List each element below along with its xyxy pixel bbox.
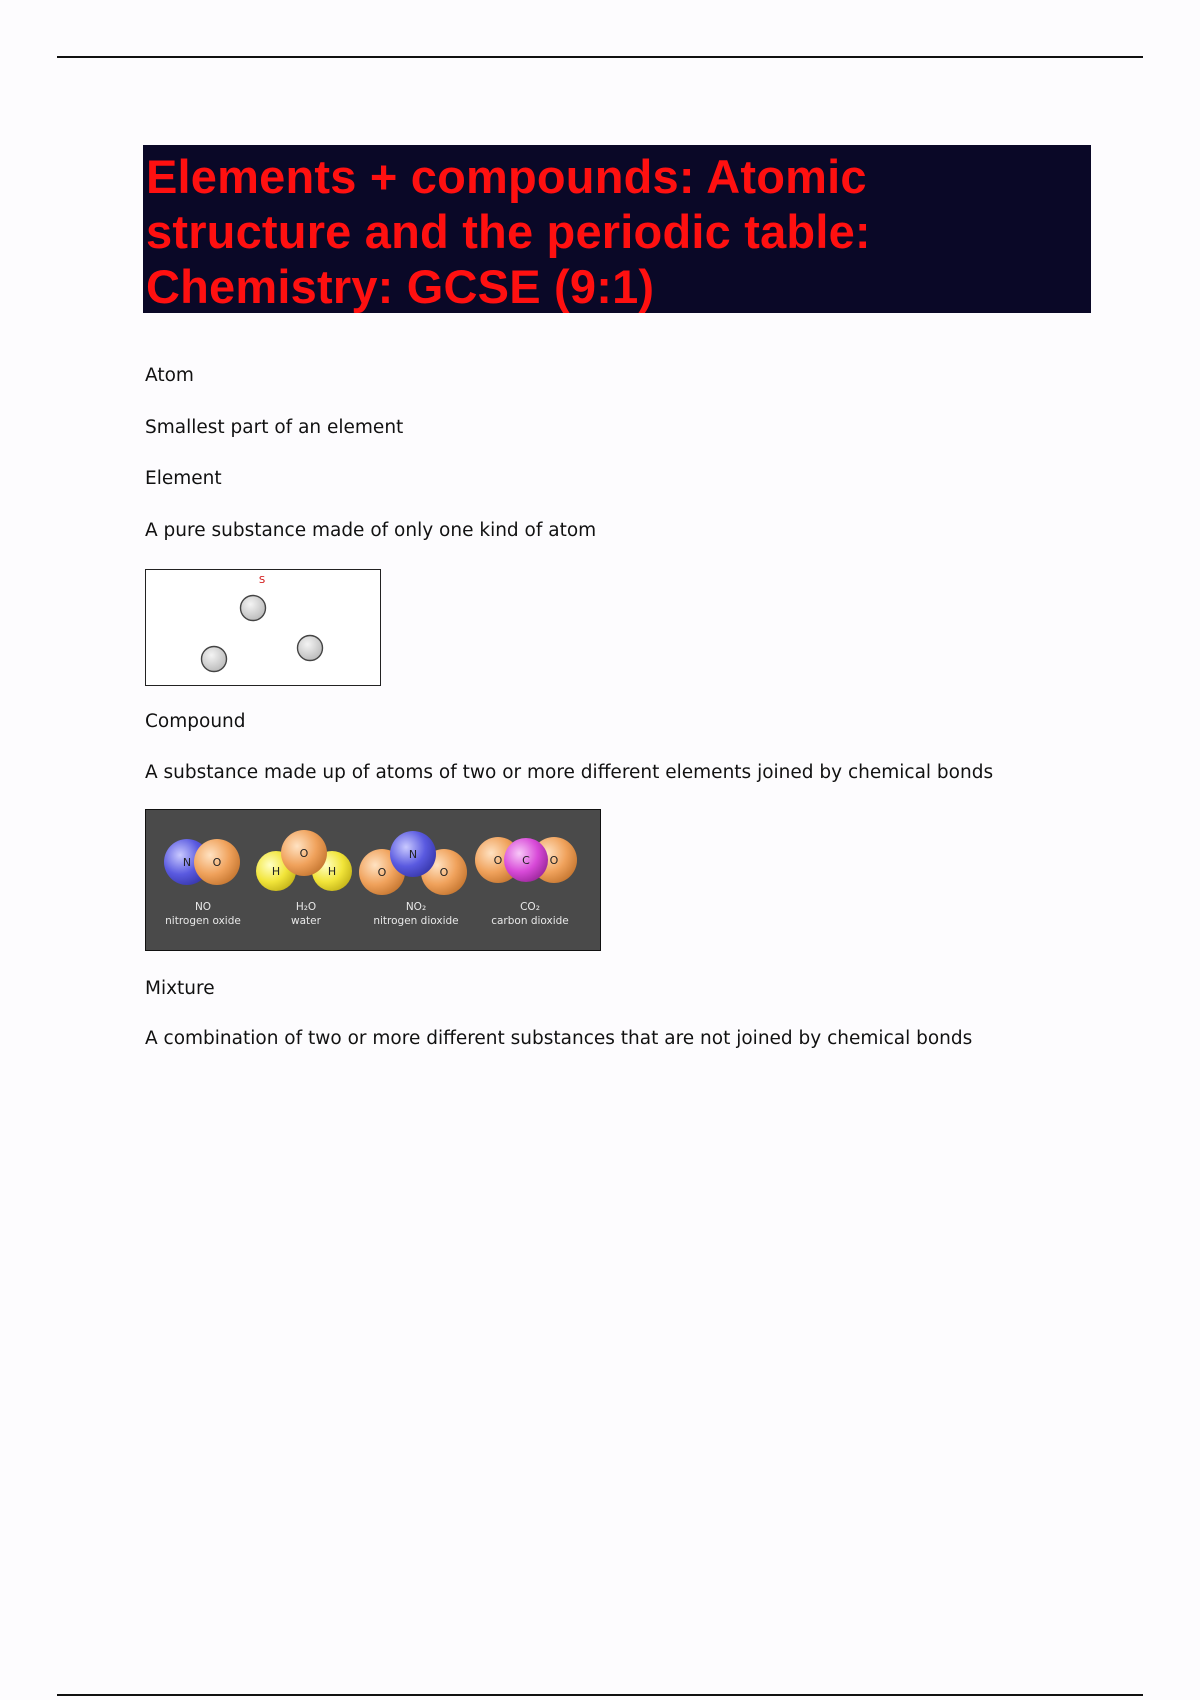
element-atoms-diagram [146, 570, 379, 684]
term-element: Element [145, 468, 222, 489]
definition-atom: Smallest part of an element [145, 417, 404, 438]
molecule-formula: NO [194, 901, 212, 913]
atom-label: N [182, 856, 192, 869]
document-title [146, 149, 1087, 314]
footer-rule [57, 1694, 1143, 1696]
molecule-name: nitrogen oxide [165, 915, 241, 927]
atom-label: O [377, 866, 387, 879]
title-line: Elements + compounds: Atomic [146, 150, 867, 203]
molecule-name: water [291, 915, 321, 927]
definition-element: A pure substance made of only one kind of atom [145, 520, 597, 541]
molecule-formula: H₂O [295, 901, 317, 913]
molecule-name: nitrogen dioxide [373, 915, 459, 927]
title-banner [143, 145, 1091, 313]
element-symbol-label: S [258, 575, 266, 586]
compound-molecules-figure [145, 809, 601, 951]
atom-label: O [212, 856, 222, 869]
atom-label: H [327, 865, 337, 878]
atom-label: O [549, 854, 559, 867]
molecules-diagram [146, 810, 599, 949]
atom-label: O [299, 847, 309, 860]
molecule-formula: NO₂ [405, 901, 427, 913]
molecule-formula: CO₂ [520, 901, 540, 913]
atom-label: O [439, 866, 449, 879]
term-mixture: Mixture [145, 978, 215, 999]
term-compound: Compound [145, 711, 246, 732]
atom-sphere [298, 636, 323, 661]
atom-sphere [202, 647, 227, 672]
atom-label: H [271, 865, 281, 878]
atom-sphere [241, 596, 266, 621]
molecule-name: carbon dioxide [491, 915, 569, 927]
title-line: Chemistry: GCSE (9:1) [146, 260, 655, 313]
definition-mixture: A combination of two or more different substances that are not joined by chemical bonds [145, 1028, 973, 1049]
atom-label: O [493, 854, 503, 867]
atom-label: N [408, 848, 418, 861]
title-line: structure and the periodic table: [146, 205, 871, 258]
atom-label: C [522, 854, 530, 867]
header-rule [57, 56, 1143, 58]
definition-compound: A substance made up of atoms of two or more different elements joined by chemical bonds [145, 762, 994, 783]
term-atom: Atom [145, 365, 194, 386]
element-atoms-figure [145, 569, 381, 686]
